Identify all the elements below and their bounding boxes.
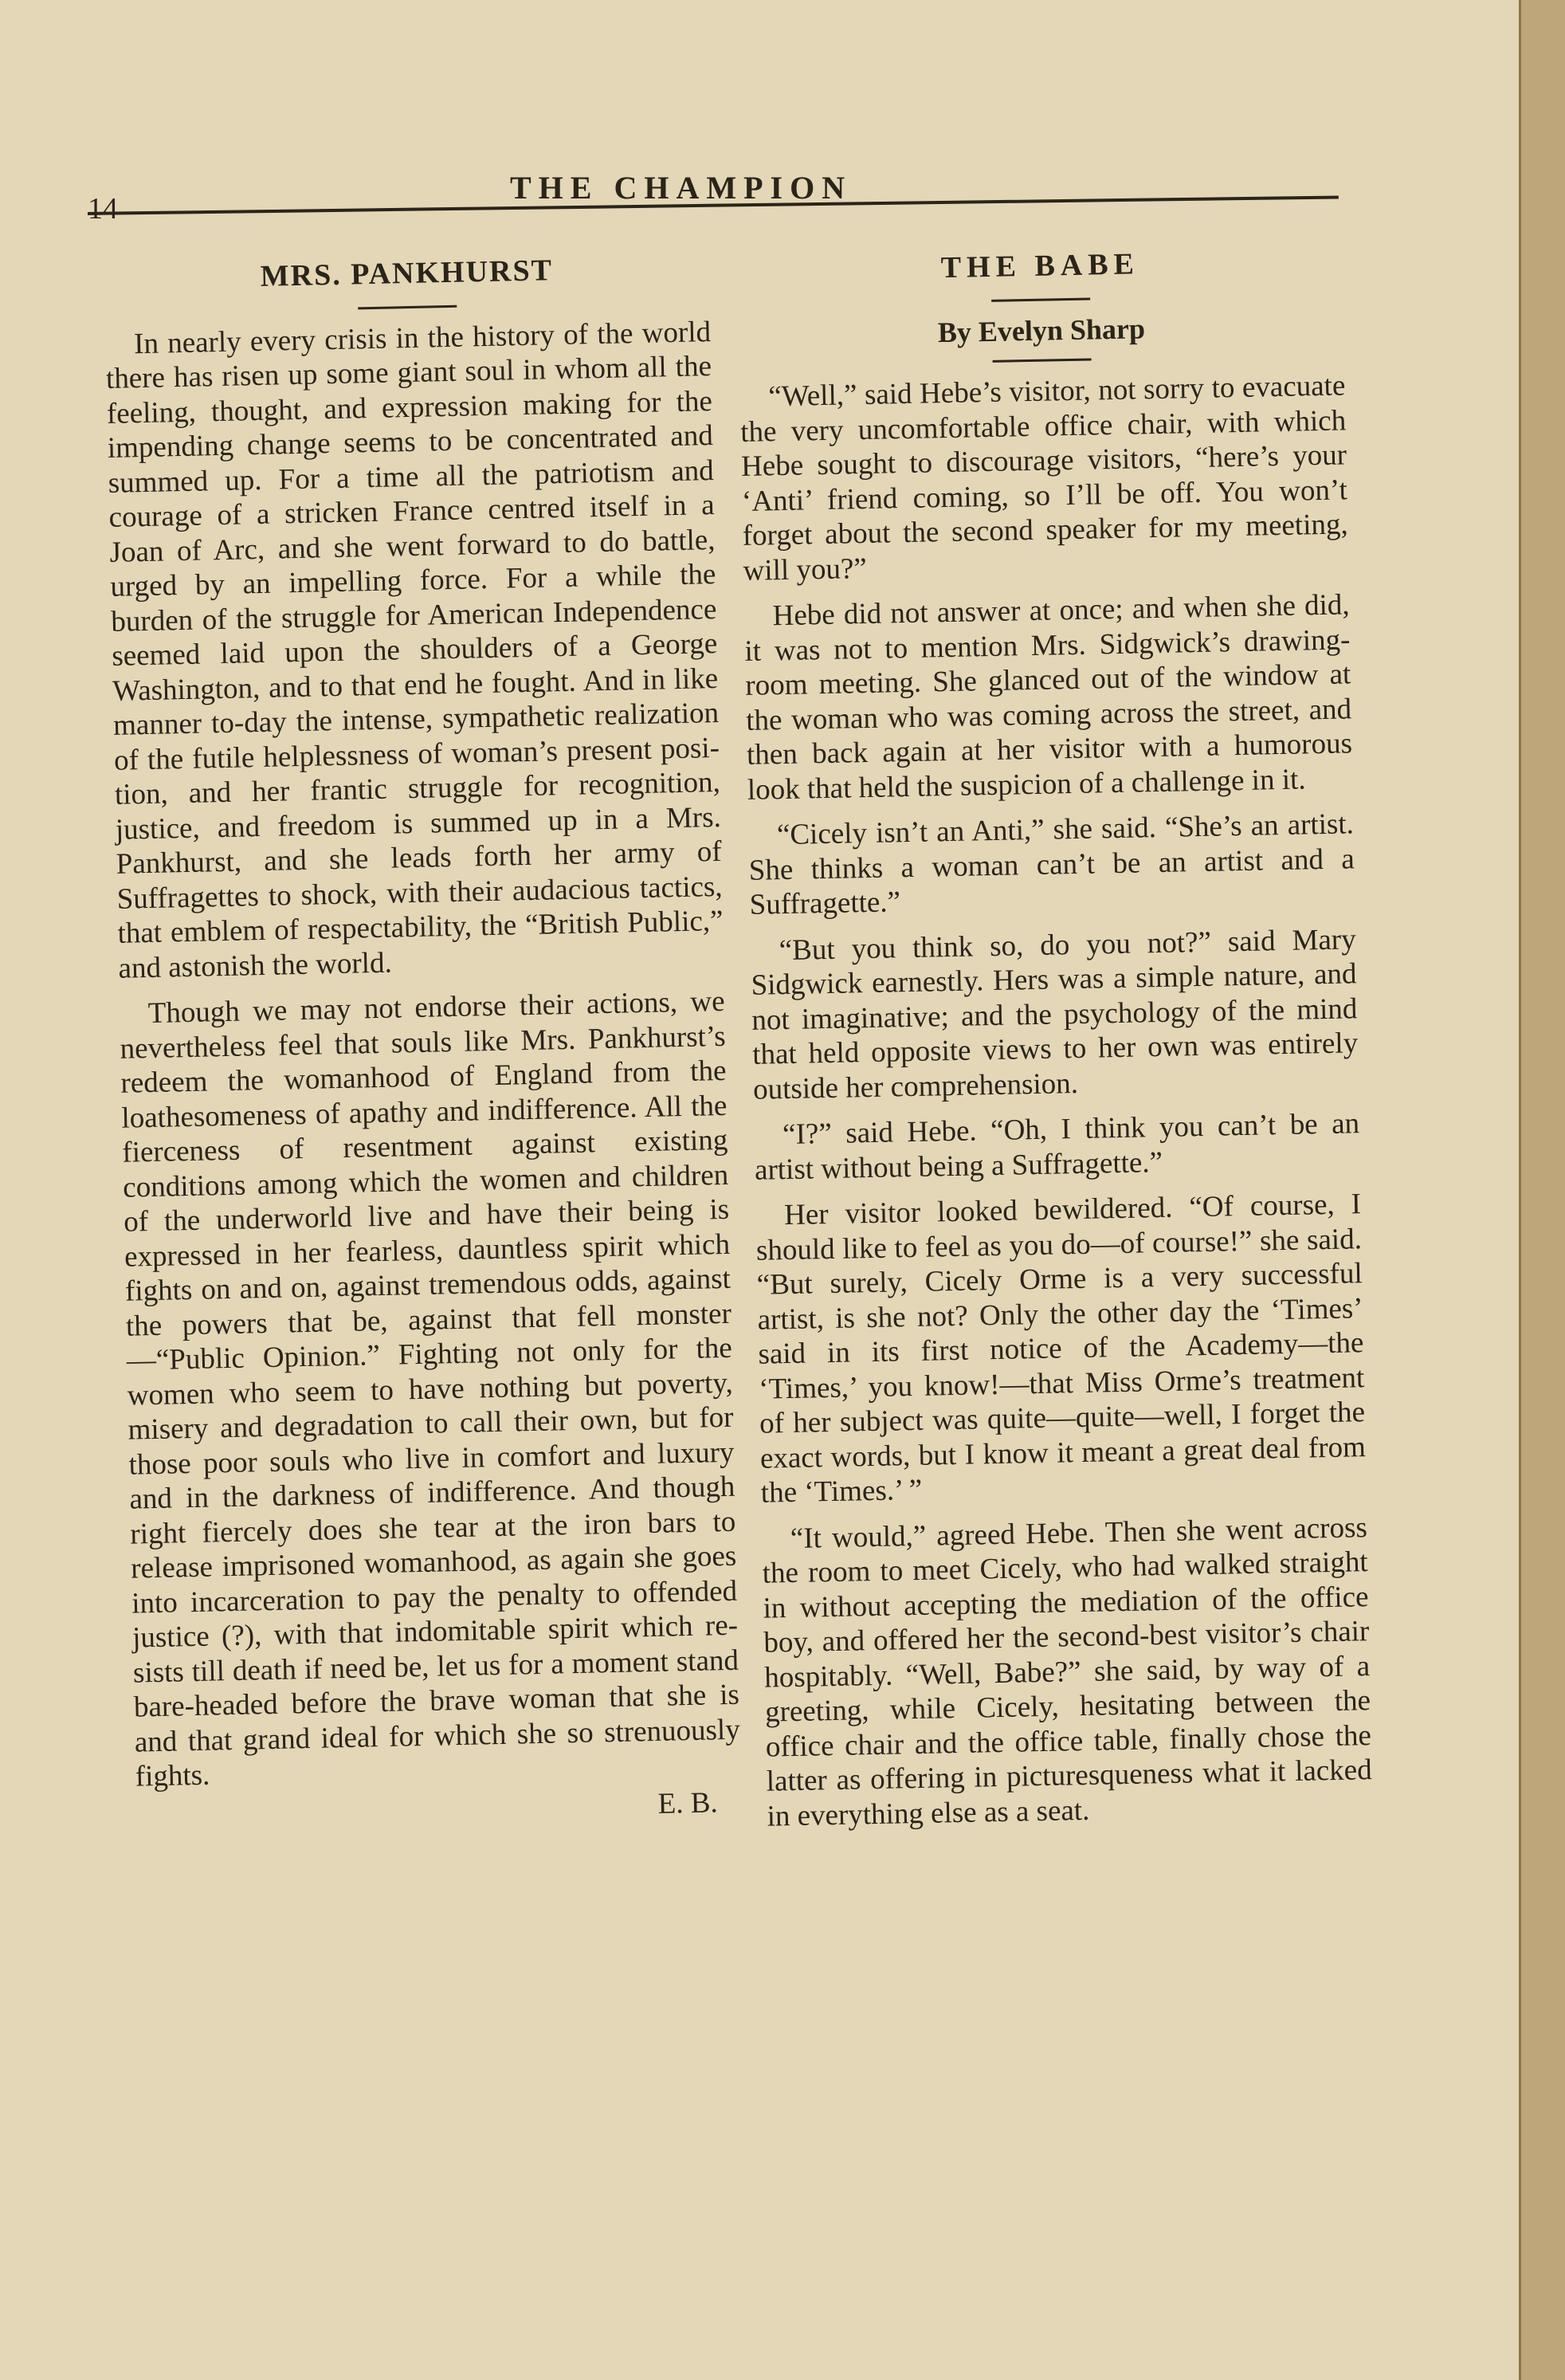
page-edge-binding xyxy=(1519,0,1565,2380)
left-paragraph: In nearly every crisis in the history of the world there has risen up some giant soul in whom all the feeling, thought, and expression making for the impending change seems to be concentrated and summed up. For a time all the patriotism and courage of a stricken France centred itself in a Joan of Arc, and she went forward to do battle, urged by an impelling force. For a while the burden of the struggle for American Independence seemed laid upon the shoulders of a George Washington, and to that end he fought. And in like manner to-day the intense, sympathetic realization of the futile helplessness of woman’s present position, and her frantic struggle for recognition, justice, and freedom is summed up in a Mrs. Pankhurst, and she leads forth her army of Suffragettes to shock, with their audacious tactics, that emblem of respectability, the “British Public,” and astonish the world. xyxy=(105,315,724,985)
right-title-rule xyxy=(991,297,1090,301)
right-byline-rule xyxy=(993,358,1092,362)
right-paragraph: Hebe did not answer at once; and when she did, it was not to mention Mrs. Sidgwick’s drawing-room meeting. She glanced out of the window at the woman who was coming across the street, and then back again at her visitor with a humorous look that held the suspicion of a challenge in it. xyxy=(744,588,1353,807)
right-column xyxy=(737,243,1373,1844)
right-article-title: THE BABE xyxy=(940,247,1140,285)
right-paragraph: “I?” said Hebe. “Oh, I think you can’t be an artist without being a Suffragette.” xyxy=(754,1107,1360,1187)
left-paragraph: Though we may not endorse their actions, we nevertheless feel that souls like Mrs. Pankhurst’s redeem the womanhood of England from the loathesomeness of apathy and indifference. All the fierceness of resentment against existing conditions among which the women and children of the underworld live and have their being is expressed in her fearless, dauntless spirit which fights on and on, against tremendous odds, against the powers that be, against that fell monster—“Public Opinion.” Fighting not only for the women who seem to have nothing but poverty, misery and degradation to call their own, but for those poor souls who live in comfort and luxury and in the darkness of indifference. And though right fiercely does she tear at the iron bars to release imprisoned womanhood, as again she goes into incarceration to pay the penalty to offended justice (?), with that indomitable spirit which resists till death if need be, let us for a moment stand bare-headed before the brave woman that she is and that grand ideal for which she so strenuously fights. xyxy=(120,984,741,1793)
right-paragraph: “Well,” said Hebe’s visitor, not sorry to evacuate the very uncomfortable office chair, with which Hebe sought to discourage visitors, “here’s your ‘Anti’ friend coming, so I’ll be off. You won’t forget about the second speaker for my meeting, will you?” xyxy=(739,369,1349,587)
left-title-rule xyxy=(358,304,457,309)
page-number: 14 xyxy=(88,192,118,226)
running-head xyxy=(88,169,1339,233)
right-paragraph: Her visitor looked bewildered. “Of course, I should like to feel as you do—of course!” she said. “But surely, Cicely Orme is a very successful artist, is she not? Only the other day the ‘Times’ said in its first notice of the Academy—the ‘Times,’ you know!—that Miss Orme’s treatment of her subject was quite—quite—well, I forget the exact words, but I know it meant a great deal from the ‘Times.’ ” xyxy=(755,1188,1367,1510)
journal-title: THE CHAMPION xyxy=(510,170,853,206)
right-paragraph: “But you think so, do you not?” said Mary Sidgwick earnestly. Hers was a simple nature, and not imaginative; and the psychology of the mind that held opposite views to her own was entirely outside her comprehension. xyxy=(751,922,1359,1106)
right-paragraph: “It would,” agreed Hebe. Then she went across the room to meet Cicely, who had walked straight in without accepting the mediation of the office boy, and offered her the second-best visitor’s chair hospitably. “Well, Babe?” she said, by way of a greeting, while Cicely, hesitating between the office chair and the office table, finally chose the latter as offering in picturesqueness what it lacked in everything else as a seat. xyxy=(762,1510,1373,1833)
left-article-title: MRS. PANKHURST xyxy=(260,253,554,293)
left-column xyxy=(104,250,742,1832)
right-byline: By Evelyn Sharp xyxy=(937,312,1146,348)
left-signature: E. B. xyxy=(657,1785,719,1820)
right-paragraph: “Cicely isn’t an Anti,” she said. “She’s an artist. She thinks a woman can’t be an artist and a Suffragette.” xyxy=(748,807,1355,921)
